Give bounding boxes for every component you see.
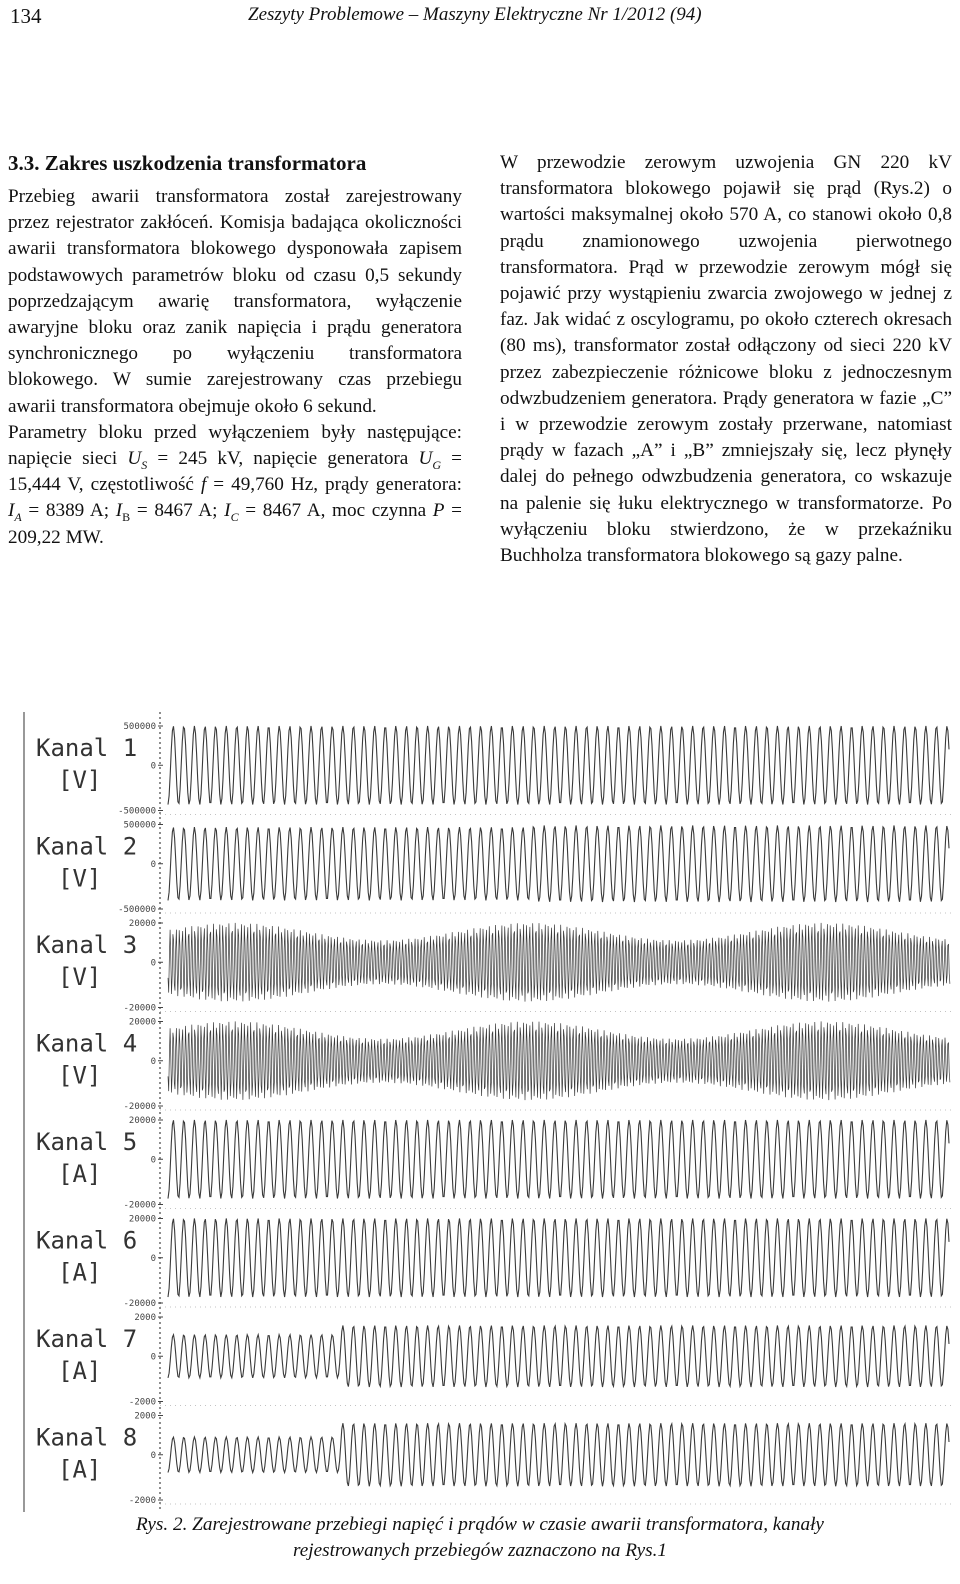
channel-name-label: Kanal 6 [36, 1226, 138, 1255]
subscript-c: C [230, 510, 239, 525]
channel-waveform-trace [168, 1326, 949, 1388]
left-column [8, 150, 462, 551]
channel-unit-label: [V] [58, 1061, 102, 1090]
symbol-ic: I [224, 500, 231, 522]
right-column [500, 150, 952, 569]
channel-unit-label: [A] [58, 1455, 102, 1484]
channel-tick-label: 0 [150, 1450, 156, 1461]
page-number: 134 [10, 4, 42, 28]
oscillogram-figure [10, 712, 952, 1512]
channel-tick-label: -20000 [123, 1102, 156, 1112]
symbol-ib: I [115, 500, 123, 522]
channel-name-label: Kanal 5 [36, 1128, 138, 1156]
channel-waveform-trace [168, 826, 949, 903]
paragraph-failure-record: Przebieg awarii transformatora został zarejestrowany przez rejestrator zakłóceń. Komisja badająca okoliczności awarii transformatora blokowego dysponowała zapisem podstawowych parametrów bloku od czasu 0,5 sekundy poprzedzającym awarię transformatora, wyłączenie awaryjne bloku oraz zanik napięcia i prądu generatora synchronicznego po wyłączeniu transformatora blokowego. W sumie zarejestrowany czas przebiegu awarii transformatora obejmuje około 6 sekund. [8, 186, 462, 417]
value-ic: = 8467 A, moc czynna [238, 500, 433, 522]
channel-unit-label: [V] [58, 963, 102, 991]
symbol-p: P [432, 500, 445, 522]
page-header [0, 2, 960, 36]
channel-unit-label: [V] [58, 766, 102, 794]
channel-tick-label: 0 [150, 761, 156, 772]
channel-tick-label: 20000 [128, 919, 156, 929]
channel-name-label: Kanal 8 [36, 1423, 138, 1452]
oscillogram-svg [10, 712, 952, 1512]
channel-tick-label: -20000 [123, 1200, 156, 1211]
channel-tick-label: -2000 [128, 1397, 156, 1408]
subscript-a: A [14, 510, 22, 525]
caption-line-1: Rys. 2. Zarejestrowane przebiegi napięć i prądów w czasie awarii transformatora, kanały [136, 1514, 824, 1535]
channel-name-label: Kanal 3 [36, 931, 138, 959]
channel-name-label: Kanal 1 [36, 734, 138, 762]
value-ib: = 8467 A; [130, 500, 225, 522]
value-ug: = 15,444 V, częstotliwość [8, 448, 462, 496]
channel-unit-label: [A] [58, 1258, 102, 1287]
channel-name-label: Kanal 4 [36, 1029, 138, 1058]
channel-name-label: Kanal 7 [36, 1325, 138, 1353]
channel-tick-label: 0 [150, 859, 156, 870]
value-us: = 245 kV, napięcie generatora [147, 448, 419, 470]
paragraph-neutral-current: W przewodzie zerowym uzwojenia GN 220 kV transformatora blokowego pojawił się prąd (Rys.2) o wartości maksymalnej około 570 A, co stanowi około 0,8 prądu znamionowego uzwojenia pierwotnego transformatora. Prąd w przewodzie zerowym mógł się pojawić przy wystąpieniu zwarcia zwojowego w jednej z faz. Jak widać z oscylogramu, po około czterech okresach (80 ms), transformator został odłączony od sieci 220 kV przez zabezpieczenie różnicowe bloku z jednoczesnym odwzbudzeniem generatora. Prądy generatora w fazie „C” i w przewodzie zerowym zostały przerwane, natomiast prądy w fazach „A” i „B” zmniejszały się, lecz płynęły dalej do pełnego odwzbudzenia generatora, co wskazuje na palenie się łuku elektrycznego w transformatorze. Po wyłączeniu bloku stwierdzono, że w przekaźniku Buchholza transformatora blokowego są gazy palne. [500, 152, 952, 567]
channel-waveform-trace [168, 1218, 949, 1297]
journal-title: Zeszyty Problemowe – Maszyny Elektryczne Nr 1/2012 (94) [248, 4, 702, 25]
channel-tick-label: 0 [150, 958, 156, 969]
channel-tick-label: 2000 [134, 1313, 156, 1323]
channel-tick-label: 0 [150, 1056, 156, 1067]
paragraph-block-parameters [8, 420, 462, 551]
symbol-f: f [200, 474, 207, 496]
channel-tick-label: -500000 [118, 905, 156, 915]
symbol-ia: I [8, 500, 15, 522]
channel-tick-label: -20000 [123, 1003, 156, 1014]
channel-tick-label: 0 [150, 1155, 156, 1166]
subscript-s: S [141, 457, 148, 472]
section-title: 3.3. Zakres uszkodzenia transformatora [8, 151, 367, 175]
channel-waveform-trace [168, 1021, 950, 1100]
channel-unit-label: [V] [58, 864, 102, 893]
value-f: = 49,760 Hz, prądy generatora: [206, 474, 462, 496]
channel-tick-label: 20000 [128, 1116, 156, 1126]
value-ia: = 8389 A; [21, 500, 116, 522]
channel-tick-label: 0 [150, 1253, 156, 1264]
channel-tick-label: 20000 [128, 1214, 156, 1225]
figure-caption [0, 1512, 960, 1564]
channel-waveform-trace [168, 923, 950, 1002]
symbol-us: U [127, 448, 142, 470]
channel-unit-label: [A] [58, 1160, 102, 1188]
value-p: = 209,22 MW. [8, 500, 462, 548]
subscript-g: G [432, 457, 442, 472]
param-intro: Parametry bloku przed wyłączeniem były następujące: napięcie sieci [8, 421, 462, 470]
caption-line-2: rejestrowanych przebiegów zaznaczono na Rys.1 [293, 1540, 667, 1561]
symbol-ug: U [418, 448, 433, 470]
channel-waveform-trace [168, 1120, 949, 1199]
channel-tick-label: 2000 [134, 1411, 156, 1422]
channel-tick-label: -500000 [118, 806, 156, 817]
channel-tick-label: 0 [150, 1352, 156, 1363]
channel-tick-label: -2000 [128, 1496, 156, 1506]
channel-tick-label: 500000 [123, 722, 156, 732]
channel-waveform-trace [168, 726, 949, 805]
channel-tick-label: 500000 [123, 820, 156, 831]
channel-unit-label: [A] [58, 1357, 102, 1385]
channel-tick-label: -20000 [123, 1299, 156, 1309]
channel-name-label: Kanal 2 [36, 832, 138, 861]
channel-waveform-trace [168, 1423, 949, 1486]
subscript-b: B [122, 510, 131, 525]
channel-tick-label: 20000 [128, 1017, 156, 1028]
